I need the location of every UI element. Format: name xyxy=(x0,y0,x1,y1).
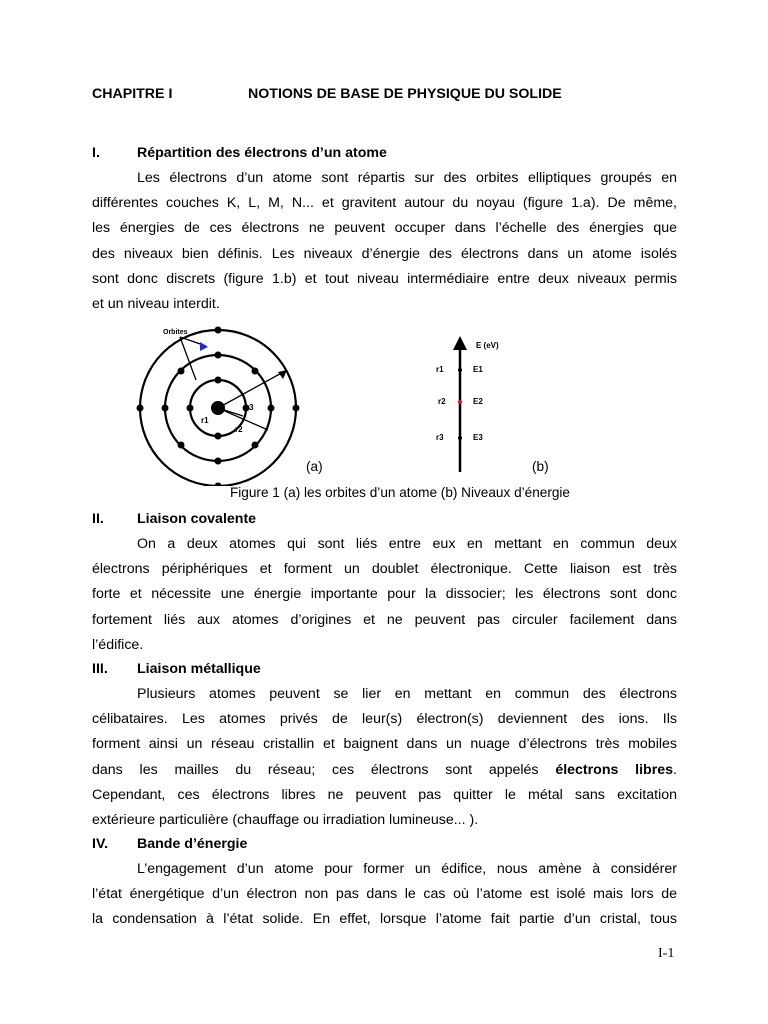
section-2-paragraph xyxy=(92,532,677,658)
text-line: extérieure particulière (chauffage ou irradiation lumineuse... ). xyxy=(92,811,479,828)
radius-label-r2: r2 xyxy=(235,425,243,434)
electron xyxy=(215,458,222,465)
section-1-paragraph xyxy=(92,166,677,317)
section-3-paragraph xyxy=(92,682,677,833)
radius-label-r1: r1 xyxy=(201,416,209,425)
level-3-marker xyxy=(458,436,462,440)
level-1-e: E1 xyxy=(473,365,483,374)
electron xyxy=(215,352,222,359)
figure-label-b: (b) xyxy=(532,459,549,474)
electron xyxy=(137,405,144,412)
level-2-marker xyxy=(458,400,462,404)
text-fragment: . xyxy=(673,761,677,778)
electron xyxy=(215,377,222,384)
electron xyxy=(252,442,259,449)
text-line: L’engagement d’un atome pour former un édifice, nous amène à considérer xyxy=(137,861,677,877)
section-4-title: Bande d’énergie xyxy=(137,836,248,852)
electron xyxy=(178,442,185,449)
text-line: Plusieurs atomes peuvent se lier en mettant en commun des électrons xyxy=(137,686,677,702)
bold-term: électrons libres xyxy=(555,761,674,778)
level-1-r: r1 xyxy=(436,365,444,374)
text-line: des niveaux bien définis. Les niveaux d’énergie des électrons dans un atome isolés xyxy=(92,245,677,262)
level-2-r: r2 xyxy=(438,397,446,406)
electron xyxy=(162,405,169,412)
section-2-title: Liaison covalente xyxy=(137,511,257,527)
text-line: la condensation à l’état solide. En effet, lorsque l’atome fait partie d’un cristal, tous xyxy=(92,911,677,928)
text-line: les énergies de ces électrons ne peuvent occuper dans l’échelle des énergies que xyxy=(92,220,677,237)
text-line: célibataires. Les atomes privés de leur(s) électron(s) deviennent des ions. Ils xyxy=(92,711,677,728)
level-1-marker xyxy=(458,368,462,372)
electron xyxy=(268,405,275,412)
electron xyxy=(293,405,300,412)
blue-arrow xyxy=(200,342,208,351)
text-line: forte et nécessite une énergie importante pour la dissocier; les électrons sont donc xyxy=(92,586,677,603)
chapter-label: CHAPITRE I xyxy=(92,86,173,102)
radius-label-r3: r3 xyxy=(246,403,254,412)
energy-diagram xyxy=(436,336,499,472)
electron xyxy=(252,368,259,375)
electron xyxy=(215,327,222,334)
text-line: différentes couches K, L, M, N... et gravitent autour du noyau (figure 1.a). De même, xyxy=(92,195,677,212)
section-2-number: II. xyxy=(92,511,104,527)
section-4-paragraph xyxy=(92,857,677,933)
text-line: On a deux atomes qui sont liés entre eux en mettant en commun deux xyxy=(137,536,677,552)
text-line xyxy=(92,758,677,783)
section-1-title: Répartition des électrons d’un atome xyxy=(137,145,387,161)
chapter-title: NOTIONS DE BASE DE PHYSIQUE DU SOLIDE xyxy=(248,86,562,102)
level-3-r: r3 xyxy=(436,433,444,442)
text-line: Cependant, ces électrons libres ne peuvent pas quitter le métal sans excitation xyxy=(92,786,677,803)
text-line: forment ainsi un réseau cristallin et baignent dans un nuage d’électrons très mobiles xyxy=(92,736,677,753)
electron xyxy=(178,368,185,375)
level-2-e: E2 xyxy=(473,397,483,406)
orbit-label: Orbites xyxy=(163,329,188,336)
electron xyxy=(187,405,194,412)
text-line: Les électrons d’un atome sont répartis sur des orbites elliptiques groupés en xyxy=(137,170,677,186)
electron xyxy=(215,433,222,440)
text-line: fortement liés aux atomes d’origines et ne peuvent pas circuler facilement dans xyxy=(92,611,677,628)
atom-diagram xyxy=(137,327,300,487)
text-line: l’édifice. xyxy=(92,636,144,653)
section-3-title: Liaison métallique xyxy=(137,661,261,677)
radius-r2 xyxy=(218,408,268,430)
section-3-number: III. xyxy=(92,661,108,677)
figure-caption: Figure 1 (a) les orbites d’un atome (b) Niveaux d’énergie xyxy=(229,485,570,500)
axis-arrow xyxy=(453,336,467,350)
text-line: l’état énergétique d’un électron non pas dans le cas où l’atome est isolé mais lors de xyxy=(92,886,677,903)
level-3-e: E3 xyxy=(473,433,483,442)
energy-axis-label: E (eV) xyxy=(476,341,499,350)
text-fragment: dans les mailles du réseau; ces électrons sont appelés xyxy=(92,761,539,778)
page-number: I-1 xyxy=(658,946,675,961)
text-line: sont donc discrets (figure 1.b) et tout niveau intermédiaire entre deux niveaux permis xyxy=(92,270,677,287)
text-line: et un niveau interdit. xyxy=(92,295,220,312)
section-1-number: I. xyxy=(92,145,100,161)
figure-1 xyxy=(0,318,768,486)
text-line: électrons périphériques et forment un doublet électronique. Cette liaison est très xyxy=(92,561,677,578)
section-4-number: IV. xyxy=(92,836,109,852)
figure-label-a: (a) xyxy=(306,459,323,474)
